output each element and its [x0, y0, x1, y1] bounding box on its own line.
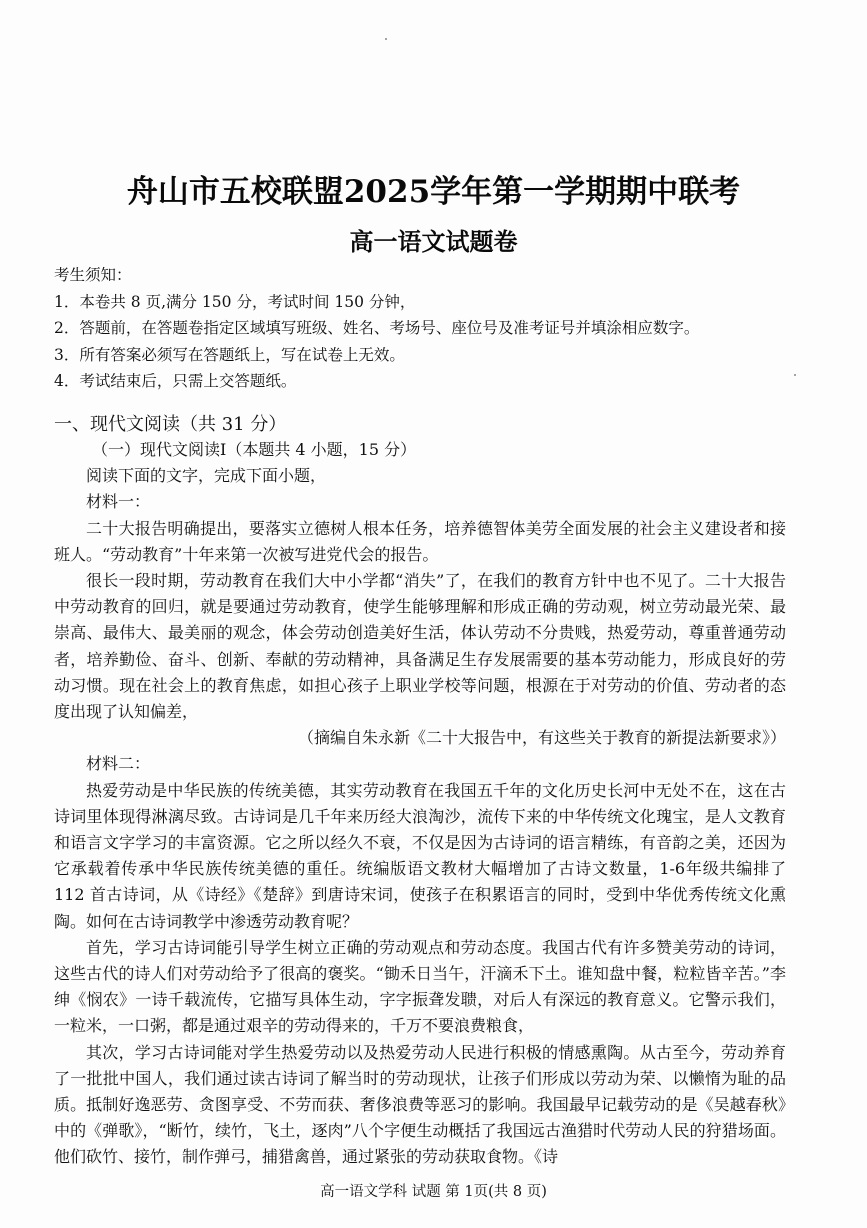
- reading-passage: [54, 437, 786, 1171]
- scan-speck: [794, 374, 796, 376]
- scan-speck: [385, 38, 387, 40]
- notice-item: 2．答题前，在答题卷指定区域填写班级、姓名、考场号、座位号及准考证号并填涂相应数字。: [54, 319, 700, 337]
- notice-heading: 考生须知：: [54, 266, 132, 284]
- paragraph: 热爱劳动是中华民族的传统美德，其实劳动教育在我国五千年的文化历史长河中无处不在，这在古诗词里体现得淋漓尽致。古诗词是几千年来历经大浪淘沙，流传下来的中华传统文化瑰宝，是人文教育和语言文字学习的丰富资源。它之所以经久不衰，不仅是因为古诗词的语言精练，有音韵之美，还因为它承载着传承中华民族传统美德的重任。统编版语文教材大幅增加了古诗文数量，1-6年级共编排了 112 首古诗词，从《诗经》《楚辞》到唐诗宋词，使孩子在积累语言的同时，受到中华优秀传统文化熏陶。如何在古诗词教学中渗透劳动教育呢？: [54, 780, 786, 931]
- page-subtitle: 高一语文试题卷: [349, 227, 518, 256]
- notice-item: 1．本卷共 8 页,满分 150 分，考试时间 150 分钟，: [54, 292, 416, 311]
- subsection-heading: （一）现代文阅读Ⅰ（本题共 4 小题，15 分）: [92, 440, 417, 459]
- source-citation: （摘编自朱永新《二十大报告中，有这些关于教育的新提法新要求》）: [297, 728, 786, 748]
- paragraph: 首先，学习古诗词能引导学生树立正确的劳动观点和劳动态度。我国古代有许多赞美劳动的诗词，这些古代的诗人们对劳动给予了很高的褒奖。“锄禾日当午，汗滴禾下土。谁知盘中餐，粒粒皆辛苦。”李绅《悯农》一诗千载流传，它描写具体生动，字字振聋发聩，对后人有深远的教育意义。它警示我们，一粒米，一口粥，都是通过艰辛的劳动得来的，千万不要浪费粮食，: [54, 937, 786, 1036]
- material-label: 材料二：: [86, 754, 151, 774]
- notice-item: 3．所有答案必须写在答题纸上，写在试卷上无效。: [54, 345, 405, 364]
- paragraph: 二十大报告明确提出，要落实立德树人根本任务，培养德智体美劳全面发展的社会主义建设者和接班人。“劳动教育”十年来第一次被写进党代会的报告。: [54, 518, 786, 564]
- reading-instruction: 阅读下面的文字，完成下面小题，: [86, 466, 327, 486]
- candidate-notice: [54, 262, 834, 395]
- page-footer: 高一语文学科 试题 第 1页(共 8 页): [320, 1184, 547, 1200]
- section-heading: 一、现代文阅读（共 31 分）: [54, 414, 287, 435]
- page-title: 舟山市五校联盟2025学年第一学期期中联考: [126, 174, 741, 210]
- notice-item: 4．考试结束后，只需上交答题纸。: [54, 372, 297, 390]
- material-label: 材料一：: [86, 492, 151, 512]
- paragraph: 其次，学习古诗词能对学生热爱劳动以及热爱劳动人民进行积极的情感熏陶。从古至今，劳动养育了一批批中国人，我们通过读古诗词了解当时的劳动现状，让孩子们形成以劳动为荣、以懒惰为耻的品质。抵制好逸恶劳、贪图享受、不劳而获、奢侈浪费等恶习的影响。我国最早记载劳动的是《吴越春秋》中的《弹歌》，“断竹，续竹，飞土，逐肉”八个字便生动概括了我国远古渔猎时代劳动人民的狩猎场面。他们砍竹、接竹，制作弹弓，捕猎禽兽，通过紧张的劳动获取食物。《诗: [54, 1042, 786, 1167]
- paragraph: 很长一段时期，劳动教育在我们大中小学都“消失”了，在我们的教育方针中也不见了。二十大报告中劳动教育的回归，就是要通过劳动教育，使学生能够理解和形成正确的劳动观，树立劳动最光荣、最崇高、最伟大、最美丽的观念，体会劳动创造美好生活，体认劳动不分贵贱，热爱劳动，尊重普通劳动者，培养勤俭、奋斗、创新、奉献的劳动精神，具备满足生存发展需要的基本劳动能力，形成良好的劳动习惯。现在社会上的教育焦虑，如担心孩子上职业学校等问题，根源在于对劳动的价值、劳动者的态度出现了认知偏差，: [54, 571, 786, 722]
